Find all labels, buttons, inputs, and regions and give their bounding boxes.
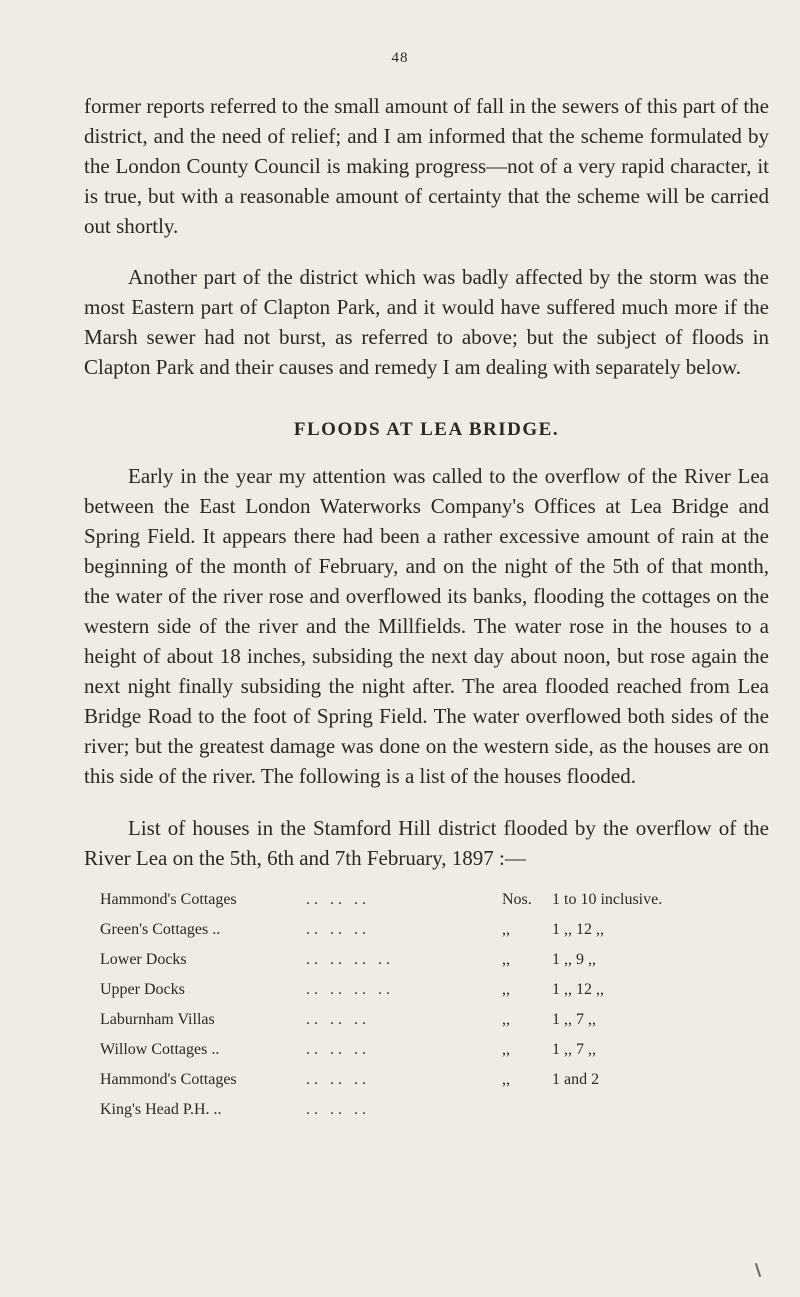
leader-dots: .. .. .. (306, 921, 370, 938)
leader-dots: .. .. .. (306, 1041, 370, 1058)
house-range: 1 ,, 12 ,, (552, 981, 604, 998)
house-nos: ,, (502, 1041, 510, 1058)
leader-dots: .. .. .. .. (306, 981, 394, 998)
paragraph-lea-flood: Early in the year my attention was called to the overflow of the River Lea between the East London Waterworks Company's Offices at Lea Bridge and Spring Field. It appears there had been a rather excessive amount of rain at the beginning of the month of February, and on the night of the 5th of that month, the water of the river rose and overflowed its banks, flooding the cottages on the western side of the river and the Millfields. The water rose in the houses to a height of about 18 inches, subsiding the next day about noon, but rose again the next night finally subsiding the night after. The area flooded reached from Lea Bridge Road to the foot of Spring Field. The water overflowed both sides of the river; but the greatest damage was done on the western side, as the houses are on this side of the river. The following is a list of the houses flooded. (84, 464, 769, 788)
list-item (100, 1065, 769, 1095)
house-range: 1 ,, 7 ,, (552, 1011, 596, 1028)
leader-dots: .. .. .. (306, 1101, 370, 1118)
house-name: Willow Cottages .. (100, 1041, 220, 1058)
house-nos (502, 1095, 552, 1125)
paragraph-list-intro: List of houses in the Stamford Hill district flooded by the overflow of the River Lea on the 5th, 6th and 7th February, 1897 :— (84, 816, 769, 870)
house-name: Laburnham Villas (100, 1011, 215, 1028)
leader-dots: .. .. .. (306, 891, 370, 908)
list-item (100, 885, 769, 915)
list-item (100, 915, 769, 945)
house-name: Upper Docks (100, 981, 185, 998)
paragraph-sewers: former reports referred to the small amount of fall in the sewers of this part of the district, and the need of relief; and I am informed that the scheme formulated by the London County Council is making progress—not of a very rapid character, it is true, but with a reasonable amount of certainty that the scheme will be carried out shortly. (84, 94, 769, 238)
list-item (100, 945, 769, 975)
house-name: Green's Cottages .. (100, 921, 221, 938)
house-range: 1 ,, 7 ,, (552, 1041, 596, 1058)
list-item (100, 1005, 769, 1035)
house-name: Lower Docks (100, 951, 187, 968)
house-range: 1 and 2 (552, 1071, 600, 1088)
house-nos: ,, (502, 981, 510, 998)
house-range: 1 to 10 inclusive. (552, 891, 663, 908)
body-text (84, 91, 769, 1125)
house-nos: Nos. (502, 891, 532, 908)
house-name: Hammond's Cottages (100, 891, 237, 908)
leader-dots: .. .. .. .. (306, 951, 394, 968)
house-nos: ,, (502, 951, 510, 968)
stray-mark (755, 1263, 761, 1277)
list-item (100, 975, 769, 1005)
leader-dots: .. .. .. (306, 1011, 370, 1028)
list-item (100, 1035, 769, 1065)
house-name: Hammond's Cottages (100, 1071, 237, 1088)
page-number: 48 (391, 50, 409, 66)
house-nos: ,, (502, 1011, 510, 1028)
house-name: King's Head P.H. .. (100, 1101, 222, 1118)
list-item (100, 1095, 769, 1125)
leader-dots: .. .. .. (306, 1071, 370, 1088)
house-nos: ,, (502, 1071, 510, 1088)
house-range: 1 ,, 9 ,, (552, 951, 596, 968)
flooded-houses-list (100, 885, 769, 1125)
paragraph-clapton-park: Another part of the district which was badly affected by the storm was the most Eastern part of Clapton Park, and it would have suffered much more if the Marsh sewer had not burst, as referred to above; but the subject of floods in Clapton Park and their causes and remedy I am dealing with separately below. (84, 265, 769, 379)
house-range: 1 ,, 12 ,, (552, 921, 604, 938)
section-heading: FLOODS AT LEA BRIDGE. (293, 419, 560, 440)
house-nos: ,, (502, 921, 510, 938)
